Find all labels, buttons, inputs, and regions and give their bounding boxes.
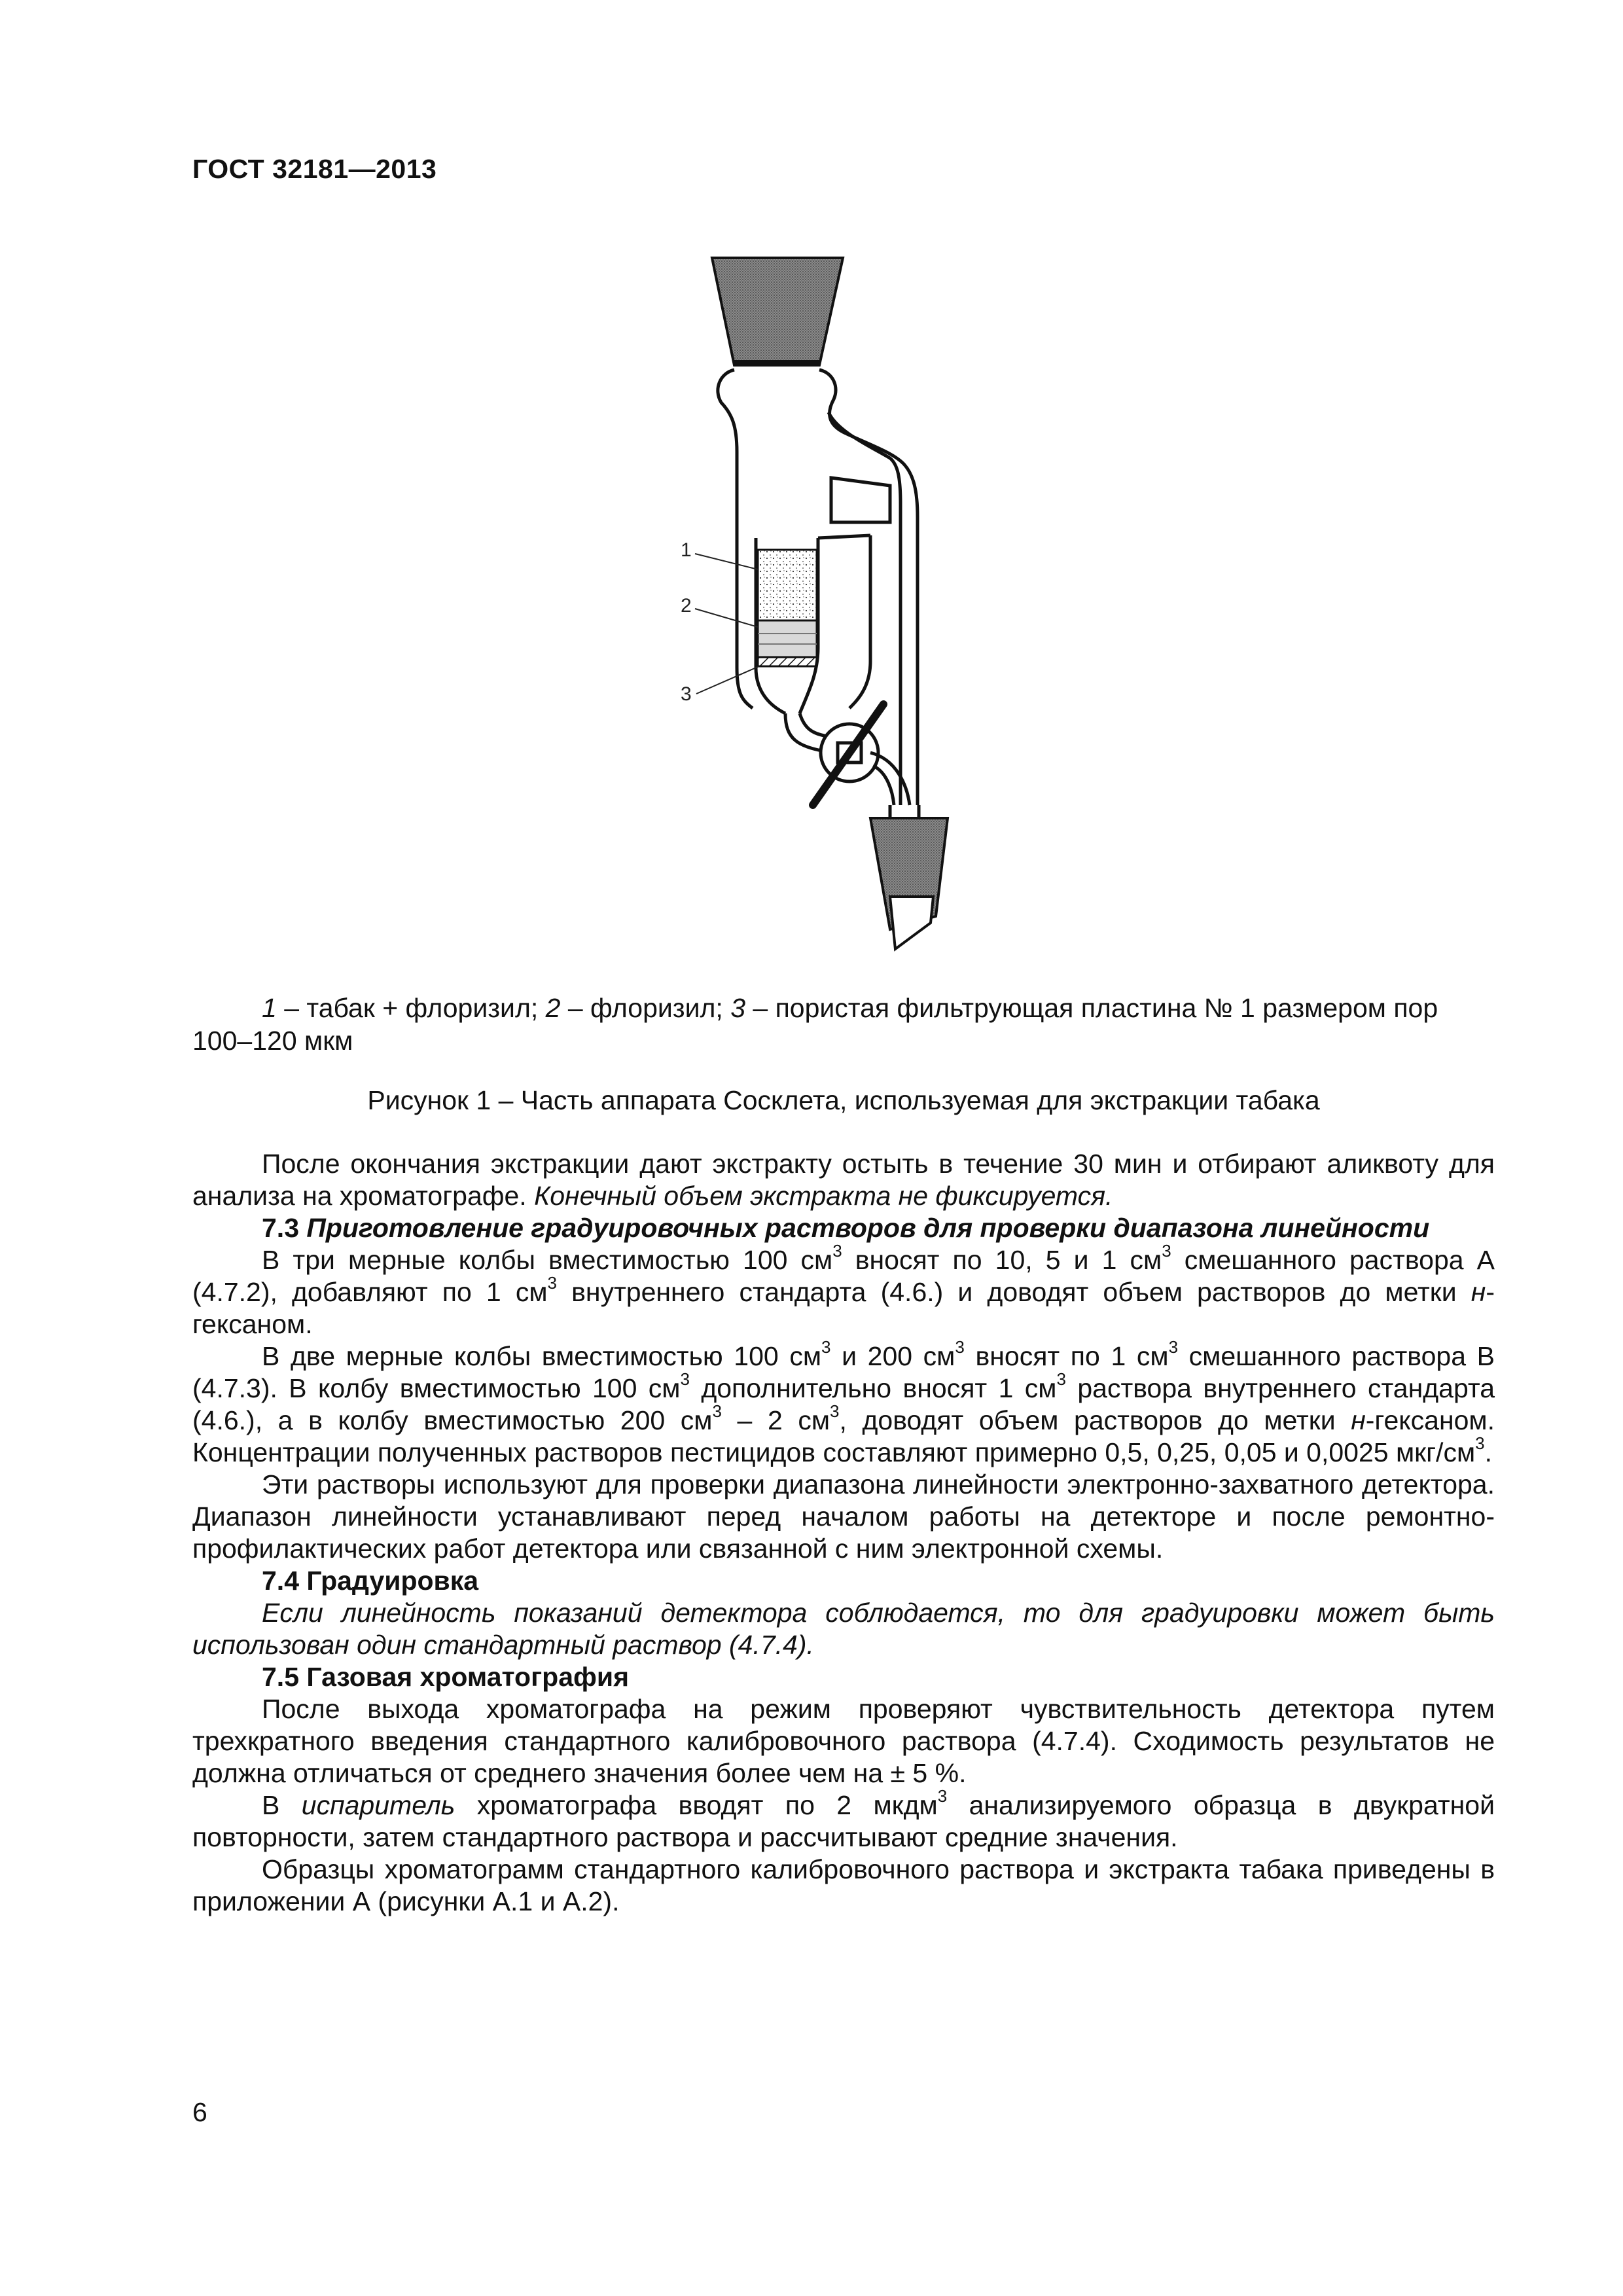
stopcock xyxy=(785,704,910,805)
section-body xyxy=(192,1148,1495,1918)
paragraph-chromatograph-mode: После выхода хроматографа на режим проверяют чувствительность детектора путем трехкратного введения стандартного калибровочного раствора (4.7.4). Сходимость результатов не должна отличаться от среднего значения более чем на ± 5 %. xyxy=(192,1694,1495,1788)
soxhlet-apparatus-figure xyxy=(674,242,1080,969)
section-heading-7-5: 7.5 Газовая хроматография xyxy=(262,1662,630,1692)
figure-callouts xyxy=(681,539,759,705)
callout-label-3: 3 xyxy=(681,683,692,705)
callout-label-2: 2 xyxy=(681,595,692,617)
paragraph-three-flasks: В три мерные колбы вместимостью 100 $см^3$ вносят по 10, 5 и 1 $см^3$ смешанного раствора А (4.7.2), добавляют по 1 $см^3$ внутреннего стандарта (4.6.) и доводят объем растворов до метки н-гексаном. xyxy=(192,1241,1495,1339)
paragraph-calibration: Если линейность показаний детектора соблюдается, то для градуировки может быть использован один стандартный раствор (4.7.4). xyxy=(192,1598,1495,1660)
callout-label-1: 1 xyxy=(681,539,692,561)
paragraph-chromatogram-samples: Образцы хроматограмм стандартного калибровочного раствора и экстракта табака приведены в приложении А (рисунки А.1 и А.2). xyxy=(192,1854,1495,1916)
siphon-chamber xyxy=(831,478,890,522)
paragraph-linearity: Эти растворы используют для проверки диапазона линейности электронно-захватного детектора. Диапазон линейности устанавливают перед началом работы на детекторе и после ремонтно-профилактических работ детектора или связанной с ним электронной схемы. xyxy=(192,1469,1495,1564)
paragraph-two-flasks: В две мерные колбы вместимостью 100 $см^3$ и 200 $см^3$ вносят по 1 $см^3$ смешанного раствора В (4.7.3). В колбу вместимостью 100 $см^3$ дополнительно вносят 1 $см^3$ раствора внутреннего стандарта (4.6.), а в колбу вместимостью 200 $см^3 - 2$ $см^3$, доводят объем растворов до метки н-гексаном. Концентрации полученных растворов пестицидов составляют примерно 0,5, 0,25, 0,05 и 0,0025 мкг/$см^3$. xyxy=(192,1337,1495,1467)
figure-legend: 1 – табак + флоризил; 2 – флоризил; 3 – пористая фильтрующая пластина № 1 размером пор 100–120 мкм xyxy=(192,993,1438,1056)
document-code: ГОСТ 32181—2013 xyxy=(192,154,437,184)
section-heading-7-4: 7.4 Градуировка xyxy=(262,1566,479,1596)
packing-layers xyxy=(758,550,817,666)
figure-caption: Рисунок 1 – Часть аппарата Сосклета, используемая для экстракции табака xyxy=(367,1085,1320,1115)
top-stopper xyxy=(712,258,843,367)
section-heading-7-3: 7.3 Приготовление градуировочных растворов для проверки диапазона линейности xyxy=(262,1213,1430,1243)
bottom-stopper xyxy=(870,805,948,949)
paragraph-injection: В испаритель хроматографа вводят по 2 мкдм$^3$ анализируемого образца в двукратной повторности, затем стандартного раствора и рассчитывают средние значения. xyxy=(192,1786,1495,1852)
paragraph-extraction: После окончания экстракции дают экстракту остыть в течение 30 мин и отбирают аликвоту для анализа на хроматографе. Конечный объем экстракта не фиксируется. xyxy=(192,1149,1495,1211)
page-number: 6 xyxy=(192,2097,207,2127)
